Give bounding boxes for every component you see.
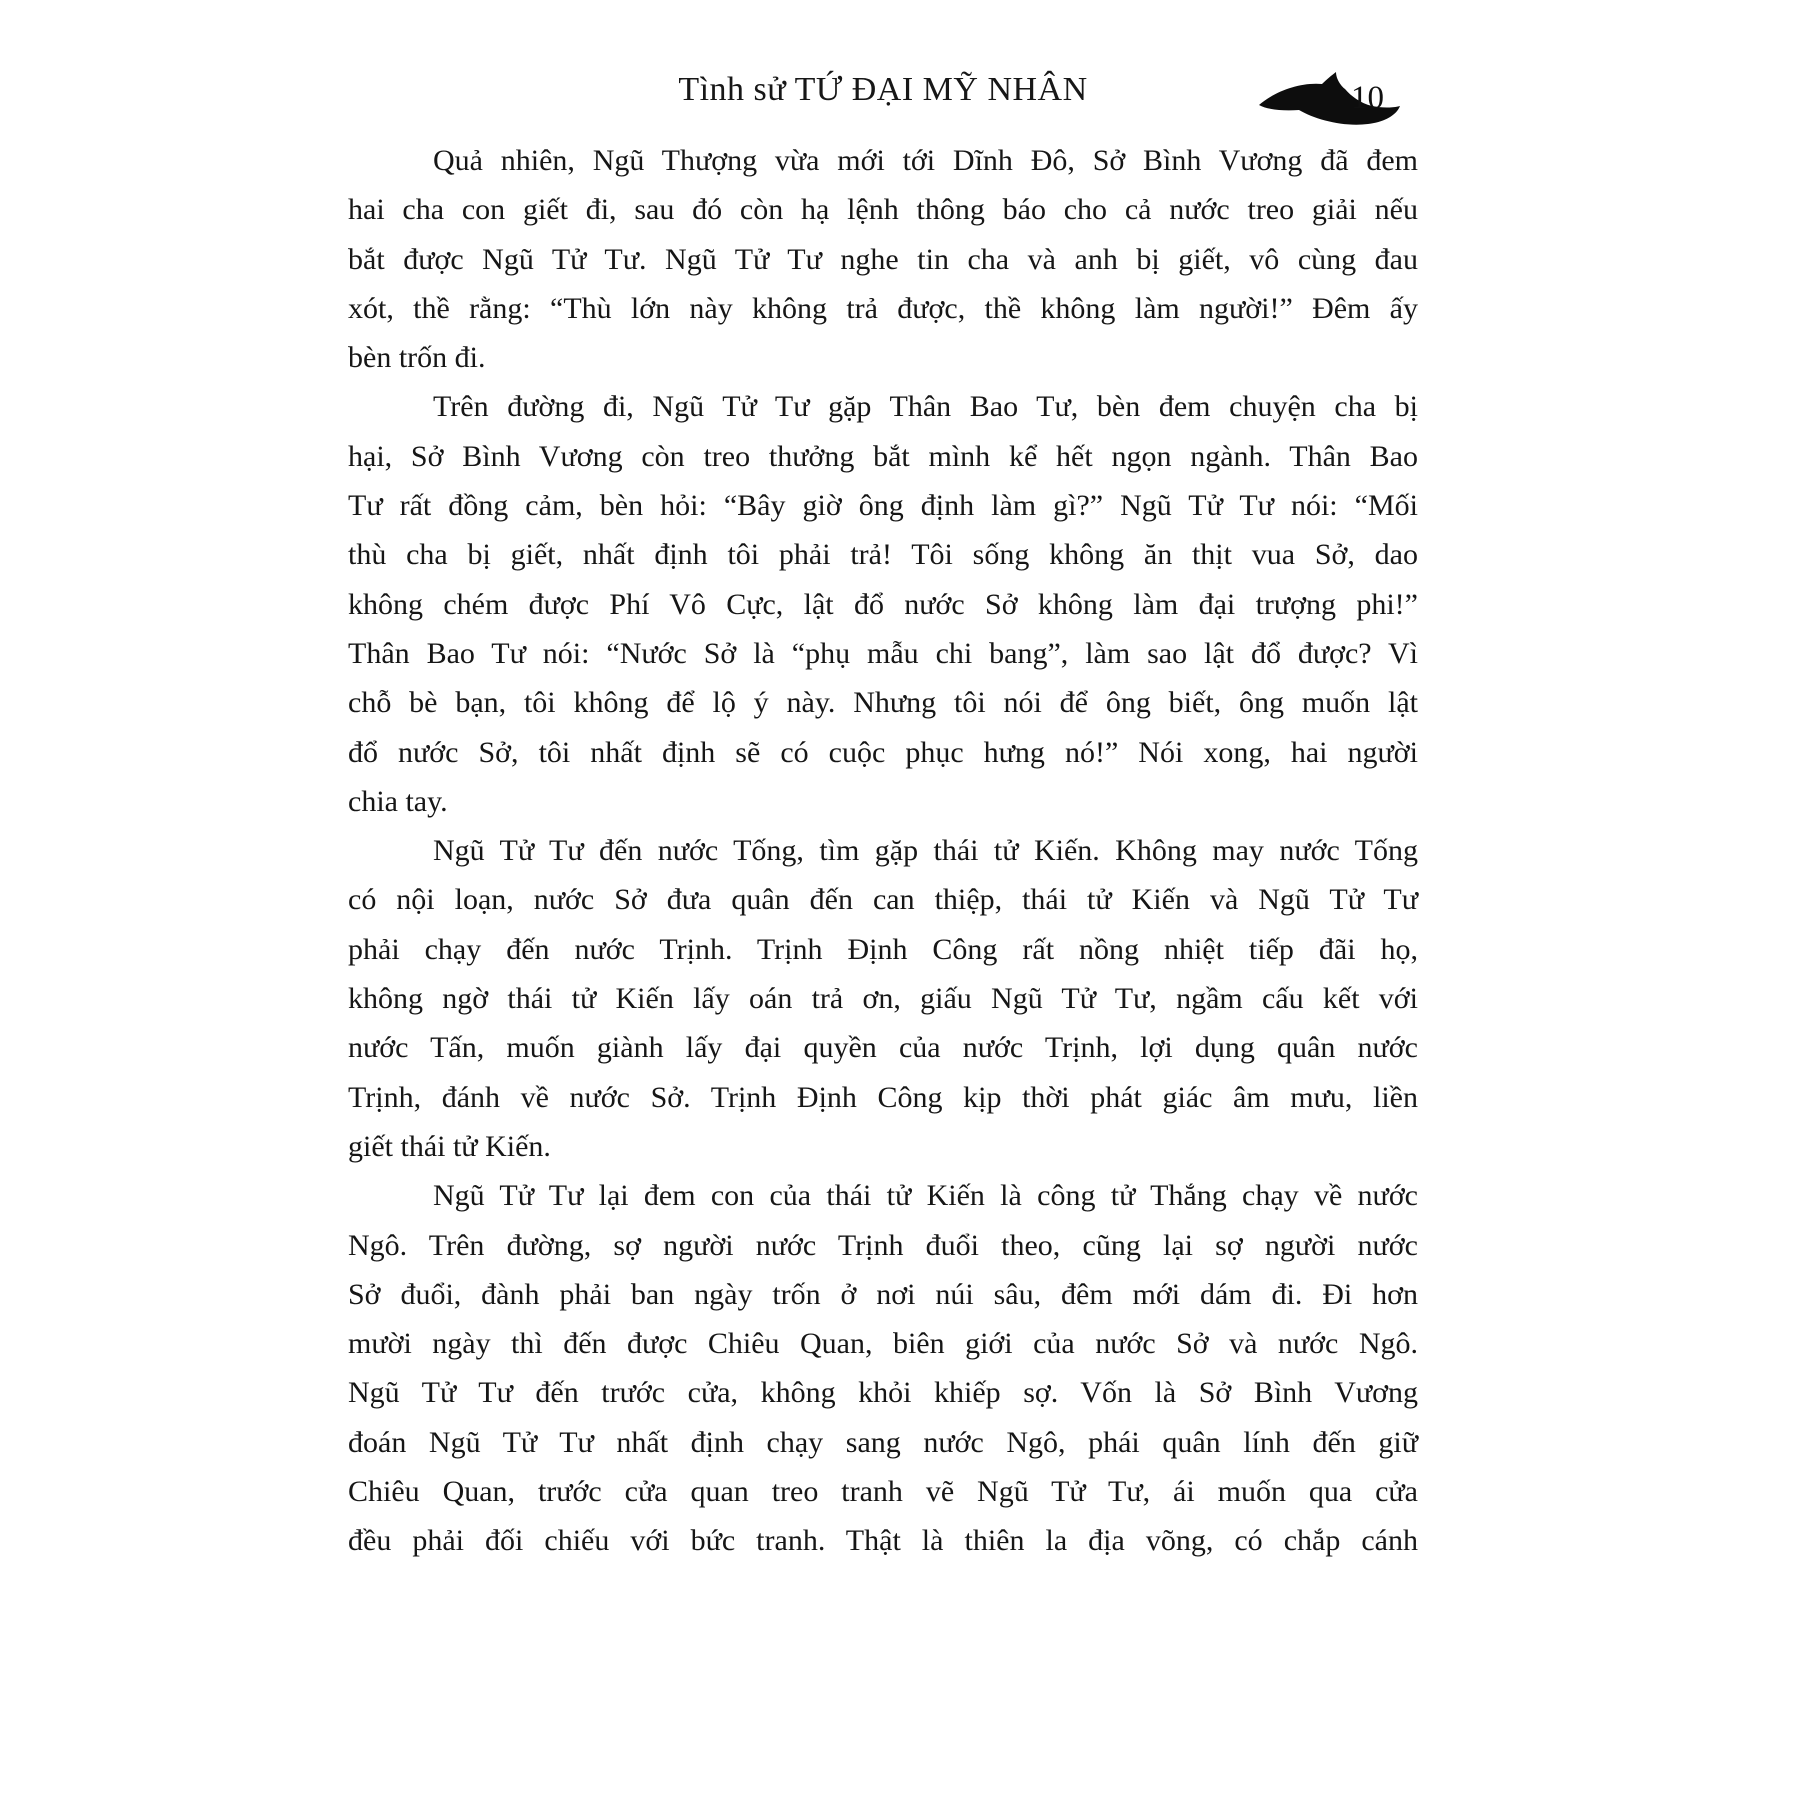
text-line: Trên đường đi, Ngũ Tử Tư gặp Thân Bao Tư, bèn đem chuyện cha bị bbox=[433, 390, 1418, 424]
text-line: phải chạy đến nước Trịnh. Trịnh Định Công rất nồng nhiệt tiếp đãi họ, bbox=[348, 932, 1418, 966]
text-line: hại, Sở Bình Vương còn treo thưởng bắt mình kể hết ngọn ngành. Thân Bao bbox=[348, 439, 1418, 473]
text-line: bắt được Ngũ Tử Tư. Ngũ Tử Tư nghe tin cha và anh bị giết, vô cùng đau bbox=[348, 242, 1418, 276]
page-number-ornament bbox=[1254, 70, 1404, 130]
text-line: Chiêu Quan, trước cửa quan treo tranh vẽ Ngũ Tử Tư, ái muốn qua cửa bbox=[348, 1475, 1418, 1509]
paragraph bbox=[348, 1171, 1418, 1565]
text-line: mười ngày thì đến được Chiêu Quan, biên giới của nước Sở và nước Ngô. bbox=[348, 1327, 1418, 1361]
text-line: Tư rất đồng cảm, bèn hỏi: “Bây giờ ông định làm gì?” Ngũ Tử Tư nói: “Mối bbox=[348, 489, 1418, 523]
paragraph bbox=[348, 826, 1418, 1171]
paragraph bbox=[348, 382, 1418, 826]
text-line: Trịnh, đánh về nước Sở. Trịnh Định Công kịp thời phát giác âm mưu, liền bbox=[348, 1080, 1418, 1114]
body-text bbox=[348, 136, 1418, 1566]
text-line: Ngũ Tử Tư đến trước cửa, không khỏi khiếp sợ. Vốn là Sở Bình Vương bbox=[348, 1376, 1418, 1410]
running-head-title: Tình sử TỨ ĐẠI MỸ NHÂN bbox=[678, 71, 1088, 108]
text-line: bèn trốn đi. bbox=[348, 341, 486, 375]
text-line: xót, thề rằng: “Thù lớn này không trả được, thề không làm người!” Đêm ấy bbox=[348, 291, 1418, 325]
text-line: Quả nhiên, Ngũ Thượng vừa mới tới Dĩnh Đô, Sở Bình Vương đã đem bbox=[433, 144, 1418, 177]
text-line: Ngô. Trên đường, sợ người nước Trịnh đuổi theo, cũng lại sợ người nước bbox=[348, 1228, 1418, 1262]
text-line: đoán Ngũ Tử Tư nhất định chạy sang nước Ngô, phái quân lính đến giữ bbox=[348, 1425, 1418, 1459]
text-line: Ngũ Tử Tư lại đem con của thái tử Kiến là công tử Thắng chạy về nước bbox=[433, 1179, 1418, 1213]
text-line: không chém được Phí Vô Cực, lật đổ nước Sở không làm đại trượng phi!” bbox=[348, 587, 1418, 621]
text-line: Thân Bao Tư nói: “Nước Sở là “phụ mẫu chi bang”, làm sao lật đổ được? Vì bbox=[348, 636, 1418, 670]
text-line: đều phải đối chiếu với bức tranh. Thật là thiên la địa võng, có chắp cánh bbox=[348, 1524, 1418, 1558]
text-line: nước Tấn, muốn giành lấy đại quyền của nước Trịnh, lợi dụng quân nước bbox=[348, 1031, 1418, 1065]
text-line: hai cha con giết đi, sau đó còn hạ lệnh thông báo cho cả nước treo giải nếu bbox=[348, 193, 1418, 227]
text-line: đổ nước Sở, tôi nhất định sẽ có cuộc phục hưng nó!” Nói xong, hai người bbox=[348, 735, 1418, 769]
text-line: thù cha bị giết, nhất định tôi phải trả! Tôi sống không ăn thịt vua Sở, dao bbox=[348, 538, 1418, 572]
text-line: Sở đuổi, đành phải ban ngày trốn ở nơi núi sâu, đêm mới dám đi. Đi hơn bbox=[348, 1277, 1418, 1311]
text-line: không ngờ thái tử Kiến lấy oán trả ơn, giấu Ngũ Tử Tư, ngầm cấu kết với bbox=[348, 982, 1418, 1016]
text-line: có nội loạn, nước Sở đưa quân đến can thiệp, thái tử Kiến và Ngũ Tử Tư bbox=[348, 883, 1418, 917]
page-number: 10 bbox=[1351, 80, 1384, 116]
text-line: giết thái tử Kiến. bbox=[348, 1129, 551, 1163]
text-line: chỗ bè bạn, tôi không để lộ ý này. Nhưng tôi nói để ông biết, ông muốn lật bbox=[348, 686, 1418, 720]
text-line: chia tay. bbox=[348, 784, 448, 818]
text-line: Ngũ Tử Tư đến nước Tống, tìm gặp thái tử Kiến. Không may nước Tống bbox=[433, 834, 1418, 868]
paragraph bbox=[348, 136, 1418, 382]
